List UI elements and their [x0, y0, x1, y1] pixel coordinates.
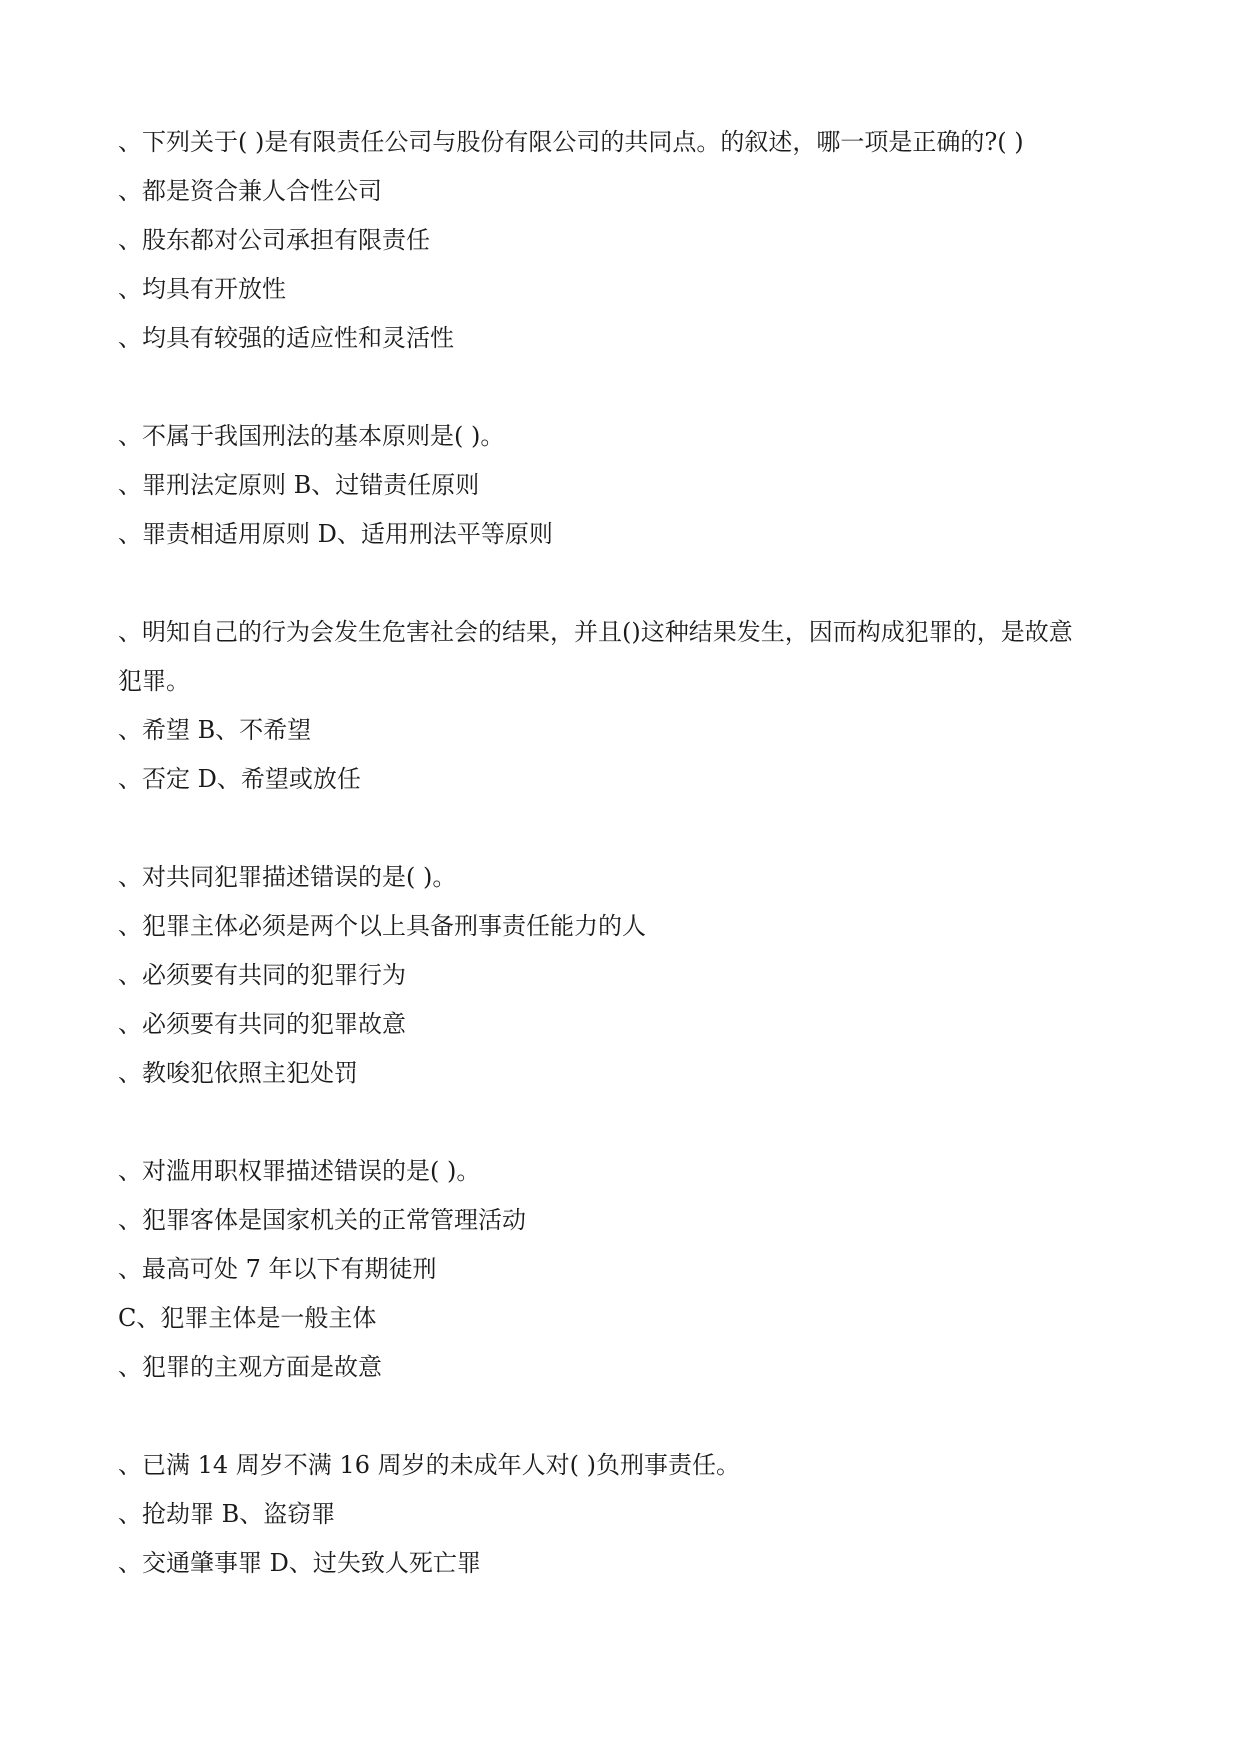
answer-option: 、股东都对公司承担有限责任: [118, 226, 430, 254]
question-block: [118, 412, 1128, 559]
question-stem: 、明知自己的行为会发生危害社会的结果，并且()这种结果发生，因而构成犯罪的，是故意: [118, 618, 1073, 646]
answer-option: 、必须要有共同的犯罪故意: [118, 1010, 406, 1038]
answer-option: 、希望 B、不希望: [118, 716, 312, 744]
question-block: [118, 118, 1128, 363]
answer-option: 、抢劫罪 B、盗窃罪: [118, 1500, 336, 1528]
answer-option: 、均具有较强的适应性和灵活性: [118, 324, 454, 352]
question-stem: 、已满 14 周岁不满 16 周岁的未成年人对( )负刑事责任。: [118, 1451, 740, 1479]
question-list: [118, 118, 1128, 1637]
answer-option: 、都是资合兼人合性公司: [118, 177, 382, 205]
answer-option: 、否定 D、希望或放任: [118, 765, 361, 793]
answer-option: 、最高可处 7 年以下有期徒刑: [118, 1255, 437, 1283]
question-stem-continued: 犯罪。: [118, 667, 190, 695]
answer-option: 、犯罪主体必须是两个以上具备刑事责任能力的人: [118, 912, 646, 940]
question-stem: 、对滥用职权罪描述错误的是( )。: [118, 1157, 481, 1185]
question-block: [118, 1441, 1128, 1588]
question-block: [118, 853, 1128, 1098]
answer-option: 、罪刑法定原则 B、过错责任原则: [118, 471, 480, 499]
question-block: [118, 1147, 1128, 1392]
answer-option: 、犯罪的主观方面是故意: [118, 1353, 382, 1381]
question-block: [118, 608, 1128, 804]
answer-option: 、罪责相适用原则 D、适用刑法平等原则: [118, 520, 553, 548]
question-stem: 、不属于我国刑法的基本原则是( )。: [118, 422, 505, 450]
answer-option: 、教唆犯依照主犯处罚: [118, 1059, 358, 1087]
answer-option: 、均具有开放性: [118, 275, 286, 303]
answer-option: 、犯罪客体是国家机关的正常管理活动: [118, 1206, 526, 1234]
answer-option: 、交通肇事罪 D、过失致人死亡罪: [118, 1549, 481, 1577]
answer-option: C、犯罪主体是一般主体: [118, 1304, 377, 1332]
question-stem: 、下列关于( )是有限责任公司与股份有限公司的共同点。的叙述，哪一项是正确的?( ): [118, 128, 1024, 156]
question-stem: 、对共同犯罪描述错误的是( )。: [118, 863, 457, 891]
answer-option: 、必须要有共同的犯罪行为: [118, 961, 406, 989]
